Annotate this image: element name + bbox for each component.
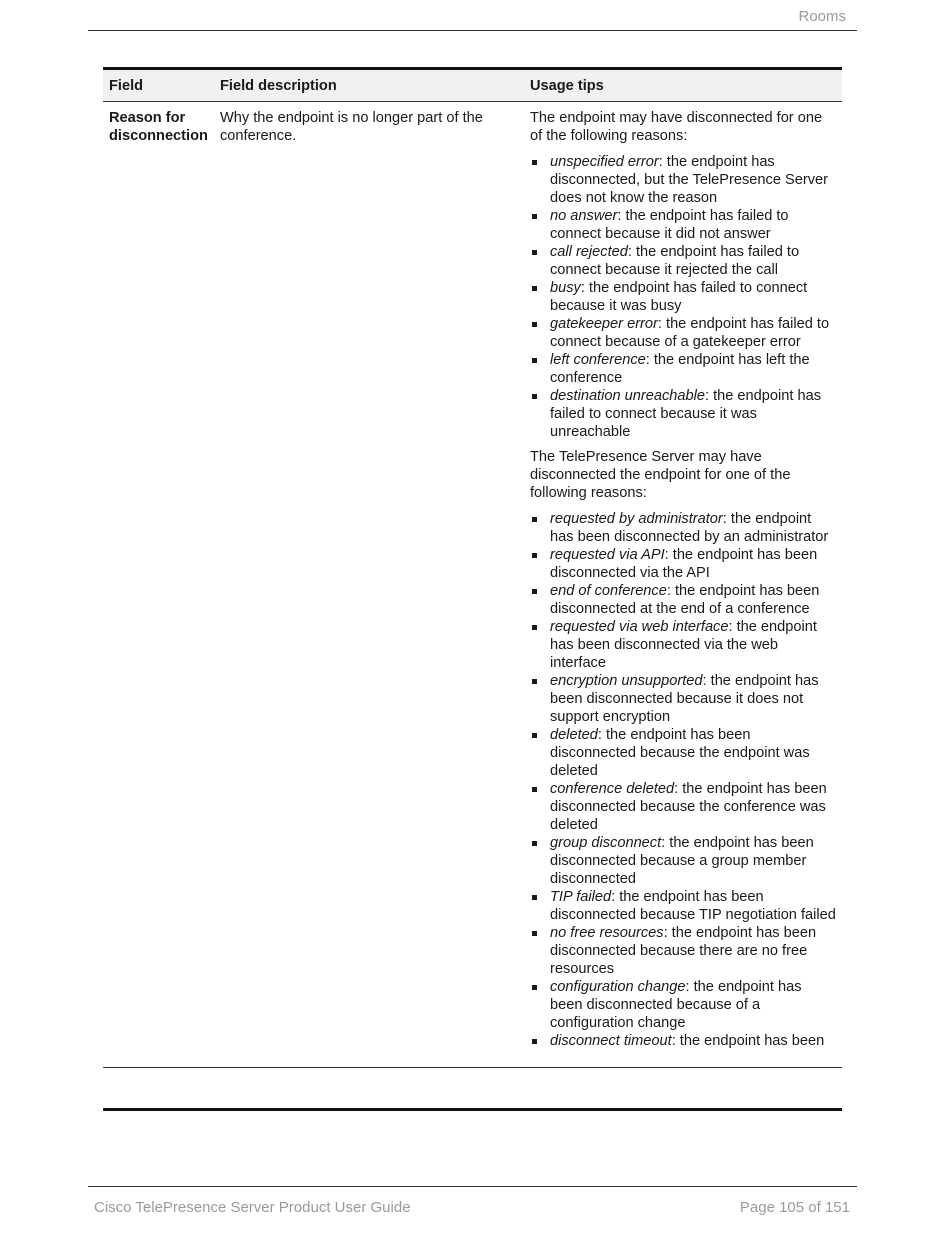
table-row	[103, 102, 842, 1068]
field-description: Why the endpoint is no longer part of the conference.	[220, 110, 483, 144]
reason-term: unspecified error	[550, 154, 659, 170]
list-item	[530, 888, 836, 924]
list-item	[530, 726, 836, 780]
field-table	[103, 67, 842, 1068]
reason-term: left conference	[550, 352, 646, 368]
list-item	[530, 924, 836, 978]
reason-text: : the endpoint has left the conference	[550, 352, 810, 386]
reason-term: requested via web interface	[550, 619, 729, 635]
list-item	[530, 582, 836, 618]
list-item	[530, 834, 836, 888]
reason-text: : the endpoint has been disconnected because it does not support encryption	[550, 673, 819, 725]
reason-term: requested by administrator	[550, 511, 723, 527]
reason-term: destination unreachable	[550, 388, 705, 404]
reason-text: : the endpoint has failed to connect because it was unreachable	[550, 388, 822, 440]
reason-text: : the endpoint has been disconnected via the API	[550, 547, 818, 581]
reason-term: end of conference	[550, 583, 667, 599]
page-header	[88, 6, 857, 31]
server-reasons-list	[530, 510, 836, 1050]
reason-text: : the endpoint has failed to connect because it did not answer	[550, 208, 789, 242]
footer-page-number: Page 105 of 151	[739, 1199, 850, 1216]
reason-term: TIP failed	[550, 889, 612, 905]
reason-text: : the endpoint has been disconnected by an administrator	[550, 511, 829, 545]
reason-term: configuration change	[550, 979, 686, 995]
list-item	[530, 243, 836, 279]
reason-term: no free resources	[550, 925, 664, 941]
reason-text: : the endpoint has been disconnected because there are no free resources	[550, 925, 817, 977]
section-name: Rooms	[798, 8, 846, 25]
reason-text: : the endpoint has failed to connect because of a gatekeeper error	[550, 316, 830, 350]
reason-term: no answer	[550, 208, 618, 224]
endpoint-reasons-intro: The endpoint may have disconnected for one of the following reasons:	[530, 110, 823, 144]
field-name: Reason for disconnection	[109, 110, 208, 144]
reason-text: : the endpoint has failed to connect because it rejected the call	[550, 244, 800, 278]
reason-text: : the endpoint has been disconnected because a group member disconnected	[550, 835, 814, 887]
reason-term: deleted	[550, 727, 598, 743]
list-item	[530, 279, 836, 315]
reason-term: call rejected	[550, 244, 628, 260]
list-item	[530, 546, 836, 582]
reason-term: encryption unsupported	[550, 673, 703, 689]
endpoint-reasons-list	[530, 153, 836, 441]
reason-text: : the endpoint has been disconnected because TIP negotiation failed	[550, 889, 836, 923]
reason-text: : the endpoint has disconnected, but the TelePresence Server does not know the reason	[550, 154, 828, 206]
column-header-description: Field description	[214, 69, 524, 102]
page-footer	[88, 1186, 857, 1216]
list-item	[530, 315, 836, 351]
reason-text: : the endpoint has been disconnected via the web interface	[550, 619, 817, 671]
reason-text: : the endpoint has been disconnected because of a configuration change	[550, 979, 802, 1031]
list-item	[530, 780, 836, 834]
footer-guide-title: Cisco TelePresence Server Product User Guide	[94, 1199, 411, 1216]
reason-text: : the endpoint has failed to connect because it was busy	[550, 280, 808, 314]
list-item	[530, 618, 836, 672]
reason-text: : the endpoint has been disconnected at the end of a conference	[550, 583, 820, 617]
list-item	[530, 672, 836, 726]
reason-term: conference deleted	[550, 781, 675, 797]
list-item	[530, 1032, 836, 1050]
list-item	[530, 978, 836, 1032]
reason-term: gatekeeper error	[550, 316, 658, 332]
reason-text: : the endpoint has been disconnected because the endpoint was deleted	[550, 727, 810, 779]
list-item	[530, 387, 836, 441]
list-item	[530, 351, 836, 387]
reason-text: : the endpoint has been	[671, 1033, 825, 1049]
reason-text: : the endpoint has been disconnected because the conference was deleted	[550, 781, 827, 833]
list-item	[530, 207, 836, 243]
usage-tips	[524, 102, 842, 1068]
column-header-usage-tips: Usage tips	[524, 69, 842, 102]
table-header-row	[103, 69, 842, 102]
table-end-rule	[103, 1108, 842, 1111]
server-reasons-intro: The TelePresence Server may have disconnected the endpoint for one of the following reasons:	[530, 449, 791, 501]
reason-term: requested via API	[550, 547, 665, 563]
column-header-field: Field	[103, 69, 214, 102]
reason-term: busy	[550, 280, 581, 296]
list-item	[530, 153, 836, 207]
reason-term: group disconnect	[550, 835, 662, 851]
list-item	[530, 510, 836, 546]
reason-term: disconnect timeout	[550, 1033, 672, 1049]
